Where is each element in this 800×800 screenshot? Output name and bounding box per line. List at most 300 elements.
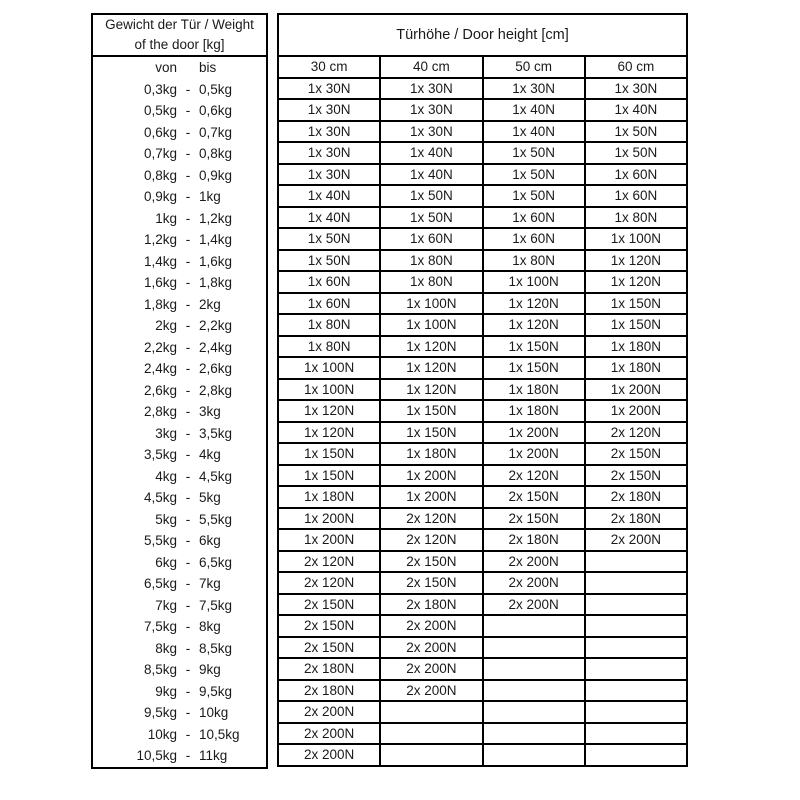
weight-bis: 2kg: [199, 296, 221, 312]
force-row: [278, 250, 687, 272]
weight-von: 1kg: [155, 210, 177, 226]
force-row: [278, 486, 687, 508]
force-cell: 1x 100N: [380, 293, 482, 315]
weight-bis: 7,5kg: [199, 597, 233, 613]
door-height-column-header: 50 cm: [483, 56, 585, 78]
weight-subheader-row: [93, 57, 266, 79]
force-row: [278, 78, 687, 100]
weight-bis: 1,4kg: [199, 232, 233, 248]
force-cell-empty: [585, 551, 687, 573]
force-cell: 1x 50N: [278, 228, 380, 250]
force-cell: 1x 120N: [585, 271, 687, 293]
force-cell: 2x 200N: [278, 744, 380, 766]
weight-dash: -: [185, 146, 191, 162]
force-cell: 1x 150N: [483, 357, 585, 379]
force-row: [278, 680, 687, 702]
force-cell: 1x 120N: [380, 336, 482, 358]
weight-dash: -: [185, 533, 191, 549]
force-row: [278, 121, 687, 143]
force-cell: 1x 180N: [585, 336, 687, 358]
weight-dash: -: [185, 318, 191, 334]
weight-von: 4,5kg: [143, 490, 177, 506]
force-cell: 1x 60N: [585, 164, 687, 186]
force-cell-empty: [585, 594, 687, 616]
force-cell: 1x 150N: [483, 336, 585, 358]
force-cell: 1x 30N: [278, 142, 380, 164]
force-cell-empty: [585, 744, 687, 766]
weight-dash: -: [185, 554, 191, 570]
force-cell: 2x 180N: [278, 680, 380, 702]
force-cell: 1x 180N: [483, 379, 585, 401]
force-cell: 1x 180N: [483, 400, 585, 422]
force-cell-empty: [585, 658, 687, 680]
weight-von: 3kg: [155, 425, 177, 441]
weight-dash: -: [185, 253, 191, 269]
force-cell: 1x 100N: [278, 357, 380, 379]
force-cell: 1x 30N: [585, 78, 687, 100]
force-cell: 1x 200N: [278, 508, 380, 530]
force-cell: 1x 40N: [380, 164, 482, 186]
weight-row: [93, 251, 266, 273]
weight-row: [93, 165, 266, 187]
force-cell: 2x 180N: [278, 658, 380, 680]
force-cell: 1x 50N: [585, 121, 687, 143]
weight-von: 2,2kg: [143, 339, 177, 355]
weight-dash: -: [185, 490, 191, 506]
door-height-column-header: 60 cm: [585, 56, 687, 78]
door-height-column-header: 40 cm: [380, 56, 482, 78]
weight-row: [93, 79, 266, 101]
weight-bis: 4kg: [199, 447, 221, 463]
weight-row: [93, 423, 266, 445]
weight-dash: -: [185, 275, 191, 291]
weight-bis: 1,2kg: [199, 210, 233, 226]
force-row: [278, 336, 687, 358]
weight-dash: -: [185, 361, 191, 377]
door-height-title: Türhöhe / Door height [cm]: [278, 14, 687, 56]
force-cell: 2x 200N: [278, 701, 380, 723]
door-height-title-row: [278, 14, 687, 56]
force-row: [278, 164, 687, 186]
force-cell: 2x 200N: [278, 723, 380, 745]
weight-row: [93, 294, 266, 316]
weight-row: [93, 401, 266, 423]
weight-dash: -: [185, 81, 191, 97]
weight-bis: 10,5kg: [199, 726, 240, 742]
force-cell: 2x 150N: [380, 551, 482, 573]
weight-row: [93, 681, 266, 703]
weight-row: [93, 659, 266, 681]
force-cell: 1x 30N: [380, 99, 482, 121]
force-cell: 2x 200N: [380, 615, 482, 637]
force-row: [278, 379, 687, 401]
weight-bis: 1,6kg: [199, 253, 233, 269]
force-cell: 1x 120N: [380, 379, 482, 401]
door-height-table: [277, 13, 688, 767]
door-weight-title-line2: of the door [kg]: [134, 37, 225, 52]
force-cell: 1x 180N: [278, 486, 380, 508]
weight-von: 2kg: [155, 318, 177, 334]
weight-row: [93, 143, 266, 165]
force-row: [278, 723, 687, 745]
force-cell: 2x 120N: [585, 422, 687, 444]
force-cell-empty: [380, 701, 482, 723]
weight-dash: -: [185, 726, 191, 742]
force-cell: 1x 50N: [585, 142, 687, 164]
from-column-label: von: [155, 60, 177, 76]
weight-bis: 10kg: [199, 705, 229, 721]
weight-von: 6,5kg: [143, 576, 177, 592]
weight-row: [93, 616, 266, 638]
force-cell: 1x 150N: [585, 293, 687, 315]
force-cell: 1x 100N: [278, 379, 380, 401]
force-cell: 1x 60N: [585, 185, 687, 207]
force-cell: 1x 60N: [483, 228, 585, 250]
force-cell-empty: [380, 723, 482, 745]
force-cell: 1x 100N: [585, 228, 687, 250]
weight-dash: -: [185, 683, 191, 699]
force-cell: 1x 40N: [380, 142, 482, 164]
weight-bis: 0,9kg: [199, 167, 233, 183]
weight-dash: -: [185, 619, 191, 635]
weight-von: 1,6kg: [143, 275, 177, 291]
force-cell: 1x 120N: [380, 357, 482, 379]
weight-row: [93, 552, 266, 574]
weight-bis: 6,5kg: [199, 554, 233, 570]
force-cell: 1x 80N: [380, 271, 482, 293]
force-cell-empty: [483, 744, 585, 766]
force-cell: 1x 30N: [278, 78, 380, 100]
force-row: [278, 572, 687, 594]
weight-dash: -: [185, 576, 191, 592]
weight-von: 10,5kg: [136, 748, 177, 764]
force-cell-empty: [483, 637, 585, 659]
force-cell: 1x 80N: [380, 250, 482, 272]
force-row: [278, 594, 687, 616]
weight-bis: 0,7kg: [199, 124, 233, 140]
weight-dash: -: [185, 189, 191, 205]
weight-von: 4kg: [155, 468, 177, 484]
force-cell: 2x 200N: [380, 637, 482, 659]
force-cell-empty: [483, 680, 585, 702]
force-cell: 1x 50N: [380, 185, 482, 207]
weight-bis: 3,5kg: [199, 425, 233, 441]
force-cell: 1x 40N: [483, 99, 585, 121]
force-cell: 1x 60N: [483, 207, 585, 229]
weight-dash: -: [185, 447, 191, 463]
force-cell: 2x 200N: [585, 529, 687, 551]
force-row: [278, 185, 687, 207]
weight-dash: -: [185, 404, 191, 420]
weight-dash: -: [185, 748, 191, 764]
force-cell: 2x 150N: [585, 465, 687, 487]
weight-von: 0,5kg: [143, 103, 177, 119]
force-cell: 1x 200N: [278, 529, 380, 551]
weight-von: 10kg: [147, 726, 177, 742]
weight-von: 8,5kg: [143, 662, 177, 678]
force-cell: 1x 50N: [278, 250, 380, 272]
weight-bis: 4,5kg: [199, 468, 233, 484]
force-row: [278, 508, 687, 530]
weight-bis: 8,5kg: [199, 640, 233, 656]
weight-bis: 2,8kg: [199, 382, 233, 398]
weight-dash: -: [185, 210, 191, 226]
force-cell: 1x 50N: [483, 142, 585, 164]
force-row: [278, 228, 687, 250]
weight-dash: -: [185, 124, 191, 140]
force-table-body: [278, 78, 687, 766]
force-cell: 1x 40N: [483, 121, 585, 143]
force-row: [278, 400, 687, 422]
weight-row: [93, 530, 266, 552]
force-cell: 1x 120N: [278, 400, 380, 422]
force-cell: 1x 40N: [585, 99, 687, 121]
door-weight-header: [93, 15, 266, 57]
force-cell-empty: [483, 723, 585, 745]
force-cell: 1x 150N: [380, 400, 482, 422]
force-row: [278, 357, 687, 379]
force-cell: 2x 200N: [380, 680, 482, 702]
force-cell-empty: [585, 701, 687, 723]
weight-bis: 1kg: [199, 189, 221, 205]
weight-bis: 8kg: [199, 619, 221, 635]
to-column-label: bis: [199, 60, 217, 76]
force-cell: 1x 50N: [483, 185, 585, 207]
weight-row: [93, 724, 266, 746]
weight-row: [93, 315, 266, 337]
weight-dash: -: [185, 425, 191, 441]
weight-dash: -: [185, 468, 191, 484]
force-row: [278, 615, 687, 637]
force-row: [278, 637, 687, 659]
weight-bis: 3kg: [199, 404, 221, 420]
force-cell: 1x 180N: [380, 443, 482, 465]
force-cell: 1x 30N: [278, 164, 380, 186]
weight-von: 9kg: [155, 683, 177, 699]
weight-bis: 0,6kg: [199, 103, 233, 119]
weight-row: [93, 208, 266, 230]
weight-row: [93, 509, 266, 531]
force-cell: 1x 200N: [483, 443, 585, 465]
force-cell: 2x 200N: [483, 572, 585, 594]
weight-von: 7,5kg: [143, 619, 177, 635]
weight-dash: -: [185, 640, 191, 656]
weight-von: 0,7kg: [143, 146, 177, 162]
force-cell: 1x 30N: [380, 121, 482, 143]
force-cell: 1x 100N: [380, 314, 482, 336]
weight-row: [93, 229, 266, 251]
force-cell: 2x 150N: [585, 443, 687, 465]
force-cell: 2x 180N: [585, 508, 687, 530]
force-cell: 2x 180N: [483, 529, 585, 551]
force-cell: 2x 120N: [483, 465, 585, 487]
weight-von: 0,8kg: [143, 167, 177, 183]
weight-dash: -: [185, 511, 191, 527]
force-cell: 1x 40N: [278, 185, 380, 207]
force-row: [278, 207, 687, 229]
force-cell: 2x 150N: [278, 637, 380, 659]
weight-von: 2,4kg: [143, 361, 177, 377]
weight-row: [93, 272, 266, 294]
force-cell: 1x 30N: [483, 78, 585, 100]
force-row: [278, 422, 687, 444]
force-cell: 1x 200N: [380, 465, 482, 487]
force-cell: 1x 200N: [585, 379, 687, 401]
weight-row: [93, 358, 266, 380]
weight-von: 5,5kg: [143, 533, 177, 549]
weight-von: 0,6kg: [143, 124, 177, 140]
force-cell-empty: [483, 701, 585, 723]
force-cell: 1x 120N: [585, 250, 687, 272]
force-cell: 2x 120N: [380, 529, 482, 551]
force-cell: 1x 80N: [483, 250, 585, 272]
force-cell: 1x 30N: [278, 121, 380, 143]
force-cell-empty: [585, 723, 687, 745]
force-cell: 2x 150N: [483, 508, 585, 530]
weight-row: [93, 100, 266, 122]
weight-von: 9,5kg: [143, 705, 177, 721]
force-cell: 2x 120N: [278, 551, 380, 573]
weight-bis: 7kg: [199, 576, 221, 592]
force-cell: 1x 80N: [278, 314, 380, 336]
force-cell: 1x 180N: [585, 357, 687, 379]
force-cell: 1x 120N: [483, 314, 585, 336]
door-height-column-header: 30 cm: [278, 56, 380, 78]
force-cell: 2x 150N: [483, 486, 585, 508]
force-cell: 1x 60N: [278, 271, 380, 293]
force-cell: 2x 200N: [483, 594, 585, 616]
weight-von: 2,8kg: [143, 404, 177, 420]
force-cell: 2x 150N: [278, 594, 380, 616]
force-cell: 2x 180N: [585, 486, 687, 508]
weight-bis: 5kg: [199, 490, 221, 506]
weight-row: [93, 337, 266, 359]
weight-row: [93, 122, 266, 144]
force-cell-empty: [585, 680, 687, 702]
force-cell: 1x 50N: [483, 164, 585, 186]
force-cell: 1x 40N: [278, 207, 380, 229]
weight-dash: -: [185, 103, 191, 119]
weight-dash: -: [185, 296, 191, 312]
weight-von: 1,4kg: [143, 253, 177, 269]
weight-dash: -: [185, 597, 191, 613]
weight-bis: 11kg: [199, 748, 228, 764]
weight-bis: 9kg: [199, 662, 221, 678]
weight-row: [93, 466, 266, 488]
weight-bis: 0,8kg: [199, 146, 233, 162]
weight-rows: [93, 79, 266, 767]
force-cell: 1x 30N: [380, 78, 482, 100]
weight-dash: -: [185, 705, 191, 721]
selection-table: [91, 13, 688, 769]
weight-row: [93, 186, 266, 208]
door-weight-title-line1: Gewicht der Tür / Weight: [105, 17, 254, 33]
force-cell: 1x 150N: [585, 314, 687, 336]
force-cell: 1x 30N: [278, 99, 380, 121]
weight-bis: 2,4kg: [199, 339, 233, 355]
force-row: [278, 551, 687, 573]
force-cell: 1x 150N: [380, 422, 482, 444]
weight-dash: -: [185, 232, 191, 248]
weight-row: [93, 487, 266, 509]
force-cell: 1x 80N: [585, 207, 687, 229]
weight-von: 1,2kg: [143, 232, 177, 248]
door-weight-table: [91, 13, 268, 769]
weight-von: 1,8kg: [143, 296, 177, 312]
force-cell: 2x 150N: [278, 615, 380, 637]
weight-dash: -: [185, 339, 191, 355]
force-cell: 1x 80N: [278, 336, 380, 358]
weight-von: 0,3kg: [143, 81, 177, 97]
force-cell-empty: [585, 637, 687, 659]
force-cell: 1x 200N: [483, 422, 585, 444]
weight-row: [93, 380, 266, 402]
force-row: [278, 465, 687, 487]
force-cell: 2x 180N: [380, 594, 482, 616]
weight-bis: 1,8kg: [199, 275, 233, 291]
force-cell: 2x 200N: [380, 658, 482, 680]
weight-von: 7kg: [155, 597, 177, 613]
weight-dash: -: [185, 382, 191, 398]
force-cell: 1x 200N: [585, 400, 687, 422]
force-cell: 1x 150N: [278, 443, 380, 465]
weight-dash: -: [185, 662, 191, 678]
force-cell: 1x 120N: [278, 422, 380, 444]
force-cell: 1x 100N: [483, 271, 585, 293]
weight-row: [93, 573, 266, 595]
force-cell-empty: [380, 744, 482, 766]
force-row: [278, 99, 687, 121]
weight-row: [93, 638, 266, 660]
force-row: [278, 142, 687, 164]
force-cell: 2x 120N: [278, 572, 380, 594]
weight-von: 0,9kg: [143, 189, 177, 205]
force-cell: 1x 200N: [380, 486, 482, 508]
force-cell: 2x 120N: [380, 508, 482, 530]
force-row: [278, 658, 687, 680]
weight-bis: 9,5kg: [199, 683, 233, 699]
force-row: [278, 701, 687, 723]
force-row: [278, 443, 687, 465]
force-row: [278, 271, 687, 293]
weight-von: 8kg: [155, 640, 177, 656]
force-cell: 2x 200N: [483, 551, 585, 573]
force-cell: 1x 60N: [380, 228, 482, 250]
door-height-columns-row: [278, 56, 687, 78]
weight-bis: 0,5kg: [199, 81, 233, 97]
weight-von: 3,5kg: [143, 447, 177, 463]
force-row: [278, 314, 687, 336]
force-row: [278, 744, 687, 766]
force-cell-empty: [483, 658, 585, 680]
weight-bis: 6kg: [199, 533, 221, 549]
weight-dash: -: [185, 167, 191, 183]
force-cell-empty: [483, 615, 585, 637]
force-cell: 1x 150N: [278, 465, 380, 487]
weight-row: [93, 745, 266, 767]
force-row: [278, 293, 687, 315]
force-cell-empty: [585, 615, 687, 637]
force-cell: 2x 150N: [380, 572, 482, 594]
weight-row: [93, 702, 266, 724]
weight-bis: 2,2kg: [199, 318, 233, 334]
weight-bis: 5,5kg: [199, 511, 233, 527]
weight-von: 2,6kg: [143, 382, 177, 398]
weight-bis: 2,6kg: [199, 361, 233, 377]
weight-row: [93, 444, 266, 466]
force-cell-empty: [585, 572, 687, 594]
weight-von: 5kg: [155, 511, 177, 527]
